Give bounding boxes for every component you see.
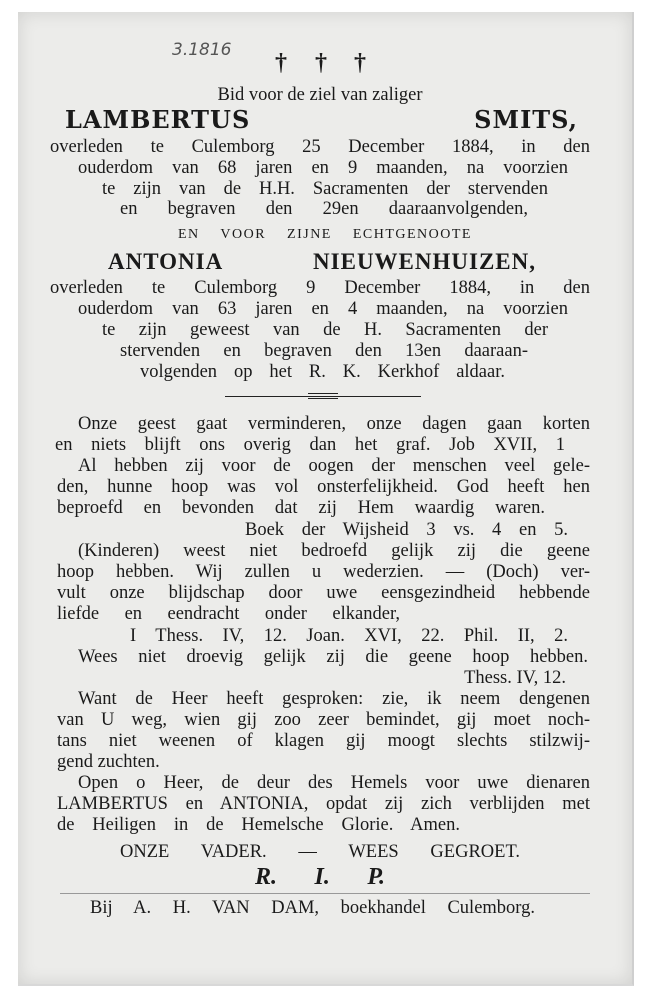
spouse-heading: EN VOOR ZIJNE ECHTGENOOTE: [178, 227, 472, 242]
text-line: Al hebben zij voor de oogen der menschen veel gele-: [78, 456, 590, 476]
deceased-name-2: ANTONIA NIEUWENHUIZEN,: [108, 249, 536, 274]
text-line: LAMBERTUS en ANTONIA, opdat zij zich verblijden met: [57, 794, 590, 814]
scripture-ref: Thess. IV, 12.: [464, 668, 566, 688]
cross-icon: †: [315, 50, 327, 76]
text-line: den, hunne hoop was vol onsterfelijkheid. God heeft hen: [57, 477, 590, 497]
deceased-name-1: LAMBERTUS SMITS,: [65, 105, 578, 134]
text-line: te zijn van de H.H. Sacramenten der stervenden: [102, 179, 548, 199]
text-line: Wees niet droevig gelijk zij die geene hoop hebben.: [78, 647, 588, 667]
text-line: Want de Heer heeft gesproken: zie, ik neem dengenen: [78, 689, 590, 709]
text-line: hoop hebben. Wij zullen u wederzien. — (Doch) ver-: [57, 562, 590, 582]
ornamental-divider: [225, 396, 421, 402]
text-line: liefde en eendracht onder elkander,: [57, 604, 400, 624]
text-line: volgenden op het R. K. Kerkhof aldaar.: [140, 362, 505, 382]
scripture-ref: I Thess. IV, 12. Joan. XVI, 22. Phil. II, 2.: [130, 626, 568, 646]
invocation: Bid voor de ziel van zaliger: [217, 85, 423, 105]
footer-rule: [60, 893, 590, 894]
text-line: tans niet weenen of klagen gij moogt slechts stilzwij-: [57, 731, 590, 751]
printer-line: Bij A. H. VAN DAM, boekhandel Culemborg.: [90, 898, 535, 918]
text-line: de Heiligen in de Hemelsche Glorie. Amen.: [57, 815, 460, 835]
text-line: overleden te Culemborg 25 December 1884, in den: [50, 137, 590, 157]
cross-icon: †: [275, 50, 287, 76]
text-line: ouderdom van 63 jaren en 4 maanden, na voorzien: [78, 299, 568, 319]
text-line: en niets blijft ons overig dan het graf. Job XVII, 1: [55, 435, 565, 455]
text-line: stervenden en begraven den 13en daaraan-: [120, 341, 528, 361]
text-line: te zijn geweest van de H. Sacramenten der: [102, 320, 548, 340]
text-line: vult onze blijdschap door uwe eensgezindheid hebbende: [57, 583, 590, 603]
text-line: Onze geest gaat verminderen, onze dagen gaan korten: [78, 414, 590, 434]
cross-icon: †: [354, 50, 366, 76]
scripture-ref: Boek der Wijsheid 3 vs. 4 en 5.: [245, 520, 568, 540]
text-line: van U weg, wien gij zoo zeer bemindet, gij moet noch-: [57, 710, 590, 730]
text-line: (Kinderen) weest niet bedroefd gelijk zij die geene: [78, 541, 590, 561]
text-line: en begraven den 29en daaraanvolgenden,: [120, 199, 528, 219]
closing-prayers: ONZE VADER. — WEES GEGROET.: [120, 842, 520, 862]
text-line: gend zuchten.: [57, 752, 160, 772]
text-line: beproefd en bevonden dat zij Hem waardig waren.: [57, 498, 545, 518]
archive-mark: 3.1816: [172, 40, 232, 60]
text-line: Open o Heer, de deur des Hemels voor uwe dienaren: [78, 773, 590, 793]
text-line: ouderdom van 68 jaren en 9 maanden, na voorzien: [78, 158, 568, 178]
rip: R. I. P.: [255, 864, 385, 890]
text-line: overleden te Culemborg 9 December 1884, in den: [50, 278, 590, 298]
